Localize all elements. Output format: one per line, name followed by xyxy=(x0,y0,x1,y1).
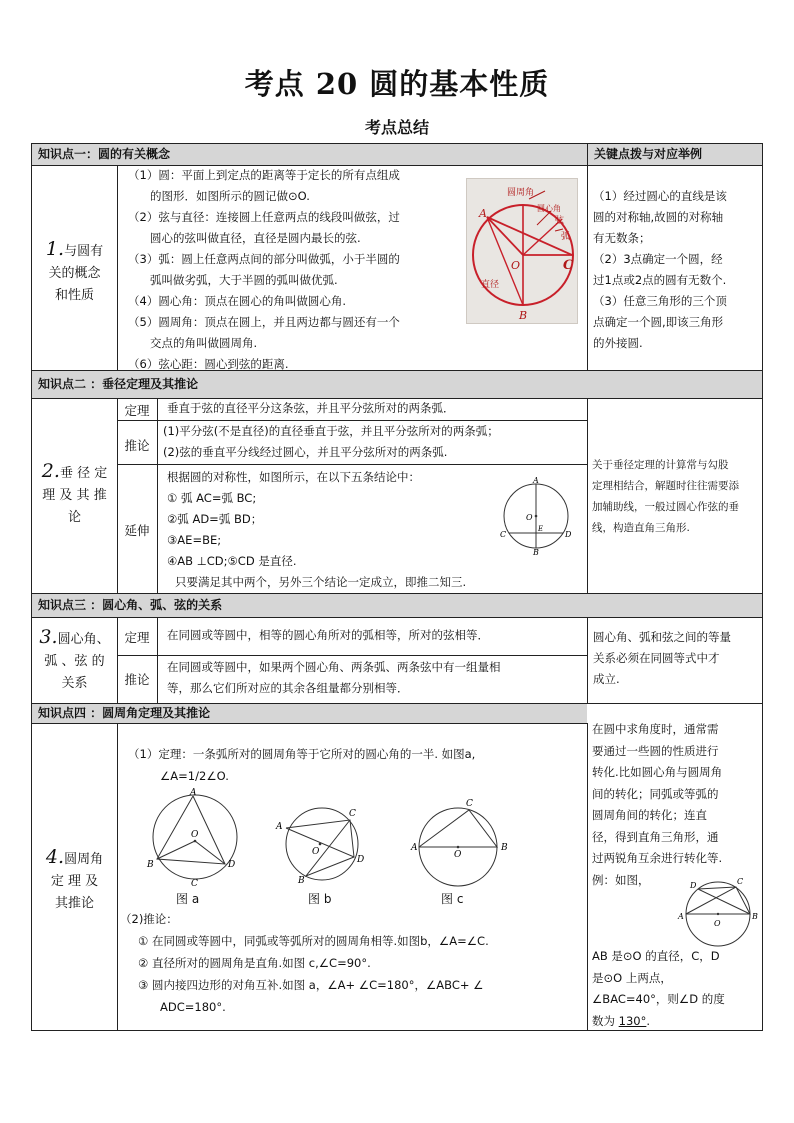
figure-label: O xyxy=(454,850,462,860)
content-line: 弧叫做劣弧，大于半圆的弧叫做优弧. xyxy=(150,273,338,287)
category-1-line-1: 与圆有 xyxy=(64,244,104,259)
figure-label: C xyxy=(349,809,356,819)
note-line: 要通过一些圆的性质进行 xyxy=(592,743,719,758)
content-line: ∠A=1/2∠O. xyxy=(160,769,229,783)
section-header-1: 知识点一：圆的有关概念 xyxy=(32,144,587,165)
content-line: ADC=180°. xyxy=(160,1000,226,1014)
figure-label: A xyxy=(190,788,197,798)
page-title: 考点 20 圆的基本性质 xyxy=(244,67,550,101)
example-line: 是⊙O 上两点， xyxy=(592,970,672,985)
section-3-notes xyxy=(593,627,761,690)
figure-label: A xyxy=(411,843,418,853)
content-line: 等，那么它们所对应的其余各组量都分别相等． xyxy=(167,681,409,695)
content-line: 根据圆的对称性，如图所示，在以下五条结论中： xyxy=(167,470,420,484)
content-line: （5）圆周角：顶点在圆上，并且两边都与圆还有一个 xyxy=(128,315,400,329)
photo-label: O xyxy=(511,259,521,272)
category-4-number: 4. xyxy=(45,846,65,868)
content-line: ④AB ⊥CD;⑤CD 是直径. xyxy=(167,554,297,568)
category-1-number: 1. xyxy=(45,238,65,260)
figure-label: O xyxy=(191,830,199,840)
category-4-line-3: 其推论 xyxy=(54,896,94,911)
photo-label: 直径 xyxy=(481,280,500,290)
note-line: 点确定一个圆,即该三角形 xyxy=(593,315,724,329)
note-line: 成立. xyxy=(593,672,620,686)
category-3-line-3: 关系 xyxy=(61,676,88,691)
note-line: 间的转化；同弧或等弧的 xyxy=(592,786,719,801)
category-3-number: 3. xyxy=(39,626,58,648)
theorem-label: 定理 xyxy=(124,630,150,645)
answer-suffix: . xyxy=(646,1013,651,1028)
section-header-2: 知识点二 ：垂径定理及其推论 xyxy=(32,371,762,398)
section-header-4: 知识点四 ：圆周角定理及其推论 xyxy=(32,704,587,723)
note-line: （1）经过圆心的直线是该 xyxy=(593,189,727,203)
theorem-text: 在同圆或等圆中，相等的圆心角所对的弧相等，所对的弦相等． xyxy=(167,628,489,642)
notes-header: 关键点拨与对应举例 xyxy=(588,144,762,165)
photo-label: 弧 xyxy=(561,232,571,242)
section-4-corollary xyxy=(120,908,585,1018)
figure-label: E xyxy=(538,525,544,533)
section-1-notes xyxy=(593,186,761,354)
section-4-notes xyxy=(592,719,762,891)
note-line: 有无数条； xyxy=(593,231,651,245)
figure-label: A xyxy=(533,476,539,485)
figure-label: C xyxy=(191,879,198,887)
figure-c xyxy=(407,797,515,889)
figure-label: C xyxy=(500,530,507,539)
note-line: 转化.比如圆心角与圆周角 xyxy=(592,765,723,779)
content-line: （4）圆心角：顶点在圆心的角叫做圆心角. xyxy=(128,294,346,308)
figure-label: A xyxy=(678,912,684,921)
content-line: （1）定理：一条弧所对的圆周角等于它所对的圆心角的一半. 如图a, xyxy=(128,747,476,761)
content-line: （2）弦与直径：连接圆上任意两点的线段叫做弦，过 xyxy=(128,210,400,224)
note-line: 过1点或2点的圆有无数个. xyxy=(593,273,727,287)
figure-label: B xyxy=(298,876,305,884)
example-text xyxy=(592,946,762,1032)
content-line: (1)平分弦(不是直径)的直径垂直于弦，并且平分弦所对的两条弧； xyxy=(163,424,499,438)
content-line: ① 在同圆或等圆中，同弧或等弧所对的圆周角相等.如图b，∠A=∠C. xyxy=(138,934,489,948)
category-2-line-3: 论 xyxy=(67,510,81,525)
note-line: 圆心角、弧和弦之间的等量 xyxy=(593,630,731,644)
content-line: 交点的角叫做圆周角. xyxy=(150,336,258,350)
photo-label: B xyxy=(519,309,528,322)
note-line: 圆的对称轴,故圆的对称轴 xyxy=(593,210,724,224)
category-3-line-2: 弧 、弦 的 xyxy=(44,654,105,669)
perpendicular-diameter-figure xyxy=(498,476,580,556)
answer-prefix: 数为 xyxy=(592,1013,615,1028)
example-line: AB 是⊙O 的直径，C，D xyxy=(592,949,720,963)
example-line: ∠BAC=40°，则∠D 的度 xyxy=(592,992,725,1006)
category-2-number: 2. xyxy=(41,460,60,482)
photo-label: 弦 xyxy=(555,216,565,226)
circle-diagram-photo xyxy=(466,178,578,324)
content-line: （1）圆：平面上到定点的距离等于定长的所有点组成 xyxy=(128,168,400,182)
content-line: 的图形．如图所示的圆记做⊙O. xyxy=(150,189,310,203)
content-line: （2)推论： xyxy=(120,912,178,926)
photo-label: 圆周角 xyxy=(507,188,535,198)
figure-label: D xyxy=(228,860,236,870)
section-1-content xyxy=(128,165,463,375)
figure-label: O xyxy=(526,513,533,522)
figure-b-caption: 图 b xyxy=(308,892,332,906)
note-line: 加辅助线，一般过圆心作弦的垂 xyxy=(592,501,739,513)
note-line: 线，构造直角三角形. xyxy=(592,522,690,534)
category-1 xyxy=(32,238,117,307)
note-line: 的外接圆. xyxy=(593,336,643,350)
corollary-text xyxy=(163,421,585,463)
example-figure xyxy=(676,874,760,950)
content-line: ① 弧 AC=弧 BC; xyxy=(167,491,257,505)
figure-label: C xyxy=(737,877,744,886)
photo-label: 圆心角 xyxy=(537,204,561,213)
figure-label: D xyxy=(690,881,697,890)
content-line: ②弧 AD=弧 BD； xyxy=(167,512,263,526)
figure-label: B xyxy=(501,843,508,853)
content-line: (2)弦的垂直平分线经过圆心，并且平分弦所对的两条弧. xyxy=(163,445,448,459)
figure-label: D xyxy=(357,855,365,865)
photo-label: A xyxy=(479,207,487,220)
note-line: 圆周角间的转化；连直 xyxy=(592,808,707,822)
figure-label: A xyxy=(276,822,283,832)
note-line: 关系必须在同圆等式中才 xyxy=(593,651,720,665)
category-1-line-3: 和性质 xyxy=(54,288,94,303)
page-subtitle: 考点总结 xyxy=(364,118,429,137)
note-line: 过两锐角互余进行转化等. xyxy=(592,851,723,865)
corollary-label: 推论 xyxy=(124,672,150,687)
note-line: （3）任意三角形的三个顶 xyxy=(593,294,727,308)
section-4-theorem xyxy=(128,743,583,787)
category-4-line-1: 圆周角 xyxy=(64,852,104,867)
section-2-notes xyxy=(592,455,762,539)
content-line: （3）弧：圆上任意两点间的部分叫做弧，小于半圆的 xyxy=(128,252,400,266)
figure-label: B xyxy=(533,548,539,556)
category-1-line-2: 关的概念 xyxy=(48,266,101,281)
category-4-line-2: 定 理 及 xyxy=(50,874,99,889)
answer-value: 130° xyxy=(618,1013,647,1028)
note-line: 径，得到直角三角形，通 xyxy=(592,829,719,844)
photo-label: C xyxy=(563,258,574,273)
figure-label: O xyxy=(714,919,721,928)
note-line: 在圆中求角度时，通常需 xyxy=(592,722,719,736)
note-line: 例：如图， xyxy=(592,872,650,887)
figure-a-caption: 图 a xyxy=(176,892,200,906)
note-line: 关于垂径定理的计算常与勾股 xyxy=(592,459,729,471)
figure-label: O xyxy=(312,847,320,857)
category-3-line-1: 圆心角、 xyxy=(57,632,110,647)
figure-label: D xyxy=(565,530,572,539)
content-line: 在同圆或等圆中，如果两个圆心角、两条弧、两条弦中有一组量相 xyxy=(167,660,501,674)
note-line: 定理相结合，解题时往往需要添 xyxy=(592,480,739,492)
section-header-3: 知识点三 ：圆心角、弧、弦的关系 xyxy=(32,594,762,617)
figure-label: B xyxy=(752,912,758,921)
corollary-label: 推论 xyxy=(124,438,150,453)
extend-label: 延伸 xyxy=(124,523,150,538)
category-4 xyxy=(32,846,117,915)
content-line: ③AE=BE; xyxy=(167,533,222,547)
theorem-label: 定理 xyxy=(124,403,150,418)
category-2-line-2: 理 及 其 推 xyxy=(42,488,107,503)
content-line: 只要满足其中两个，另外三个结论一定成立，即推二知三. xyxy=(175,575,467,589)
category-2-line-1: 垂 径 定 xyxy=(59,466,108,481)
figure-a xyxy=(145,787,245,887)
content-line: ② 直径所对的圆周角是直角.如图 c,∠C=90°. xyxy=(138,956,371,970)
theorem-text: 垂直于弦的直径平分这条弦，并且平分弦所对的两条弧． xyxy=(167,401,455,415)
corollary-text xyxy=(167,657,585,699)
content-line: 圆心的弦叫做直径，直径是圆内最长的弦. xyxy=(150,231,361,245)
note-line: （2）3点确定一个圆，经 xyxy=(593,252,723,266)
figure-c-caption: 图 c xyxy=(441,892,464,906)
figure-b xyxy=(272,802,367,884)
category-2 xyxy=(32,460,117,529)
category-3 xyxy=(32,626,117,695)
content-line: ③ 圆内接四边形的对角互补.如图 a，∠A+ ∠C=180°，∠ABC+ ∠ xyxy=(138,978,484,992)
content-line: （6）弦心距：圆心到弦的距离. xyxy=(128,357,289,371)
figure-label: C xyxy=(466,799,473,809)
figure-label: B xyxy=(147,860,154,870)
